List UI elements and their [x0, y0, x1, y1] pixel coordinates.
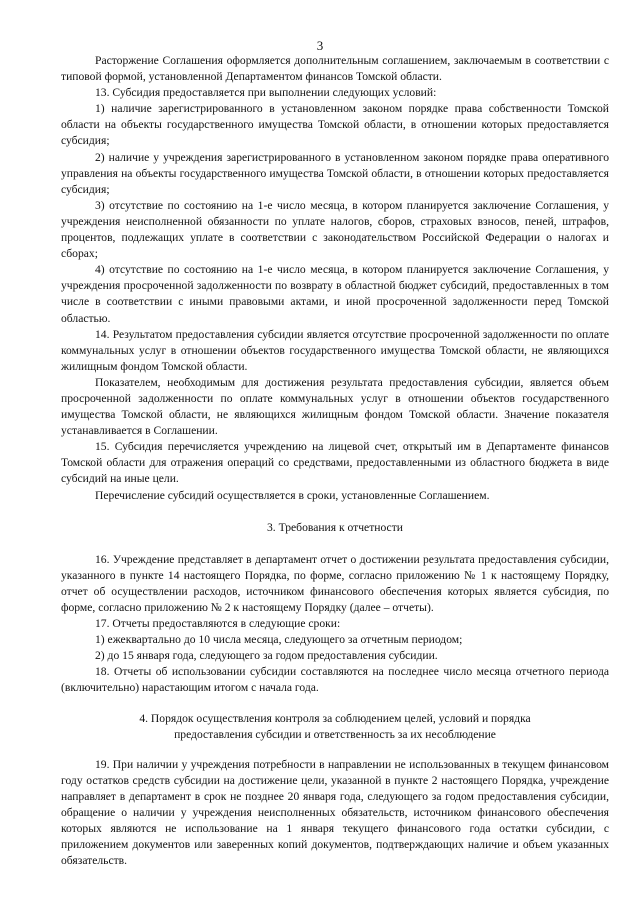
section-heading: 4. Порядок осуществления контроля за соблюдением целей, условий и порядка предоставления субсидии и ответственность за их несоблюдение: [139, 711, 531, 741]
paragraph: Расторжение Соглашения оформляется дополнительным соглашением, заключаемым в соответствии с типовой формой, установленной Департаментом финансов Томской области.: [61, 54, 609, 84]
paragraph: 19. При наличии у учреждения потребности в направлении не использованных в текущем финансовом году остатков средств субсидии на достижение цели, указанной в пункте 2 настоящего Порядка, учреждение направляет в департамент в срок не позднее 20 января года, следующего за годом предоставления субсидии, обращение о наличии у учреждения неисполненных обязательств, источником финансового обеспечения которых являются не использование на 1 января текущего финансового года остатки субсидии, с приложением документов или заверенных копий документов, подтверждающих наличие и объем указанных обязательств.: [61, 757, 609, 868]
paragraph: 1) ежеквартально до 10 числа месяца, следующего за отчетным периодом;: [95, 633, 463, 647]
paragraph: Показателем, необходимым для достижения результата предоставления субсидии, является объем просроченной задолженности по оплате коммунальных услуг в отношении объектов государственного имущества Томской области, не являющихся жилищным фондом Томской области. Значение показателя устанавливается в Соглашении.: [61, 375, 609, 438]
paragraph: 14. Результатом предоставления субсидии является отсутствие просроченной задолженности по оплате коммунальных услуг в отношении объектов государственного имущества Томской области, не являющихся жилищным фондом Томской области.: [61, 327, 609, 373]
paragraph: 4) отсутствие по состоянию на 1-е число месяца, в котором планируется заключение Соглашения, у учреждения просроченной задолженности по возврату в областной бюджет субсидий, предоставленных в том числе в соответствии с иными правовыми актами, и иной просроченной задолженности перед Томской областью.: [61, 263, 609, 325]
paragraph: 1) наличие зарегистрированного в установленном законом порядке права собственности Томской области на объекты государственного имущества Томской области, в отношении которых предоставляется субсидия;: [61, 102, 609, 148]
page-number: 3: [316, 38, 324, 53]
paragraph: 17. Отчеты предоставляются в следующие сроки:: [95, 617, 341, 631]
paragraph: 13. Субсидия предоставляется при выполнении следующих условий:: [95, 86, 437, 100]
paragraph: Перечисление субсидий осуществляется в сроки, установленные Соглашением.: [95, 488, 490, 502]
paragraph: 15. Субсидия перечисляется учреждению на лицевой счет, открытый им в Департаменте финансов Томской области для отражения операций со средствами, предоставленными из областного бюджета в виде субсидий на иные цели.: [61, 440, 609, 486]
paragraph: 2) наличие у учреждения зарегистрированного в установленном законом порядке права оперативного управления на объекты государственного имущества Томской области, в отношении которых предоставляется субсидия;: [61, 150, 609, 196]
paragraph: 16. Учреждение представляет в департамент отчет о достижении результата предоставления субсидии, указанного в пункте 14 настоящего Порядка, по форме, согласно приложению № 1 к настоящему Порядку, отчет об осуществлении расходов, источником финансового обеспечения которых является субсидия, по форме, согласно приложению № 2 к настоящему Порядку (далее – отчеты).: [61, 552, 609, 614]
section-heading: 3. Требования к отчетности: [267, 520, 403, 534]
paragraph: 3) отсутствие по состоянию на 1-е число месяца, в котором планируется заключение Соглашения, у учреждения неисполненной обязанности по уплате налогов, сборов, страховых взносов, пеней, штрафов, процентов, подлежащих уплате в соответствии с законодательством Российской Федерации о налогах и сборах;: [61, 198, 609, 261]
document-body: [61, 53, 609, 869]
paragraph: 2) до 15 января года, следующего за годом предоставления субсидии.: [95, 649, 438, 663]
paragraph: 18. Отчеты об использовании субсидии составляются на последнее число месяца отчетного периода (включительно) нарастающим итогом с начала года.: [61, 665, 609, 695]
